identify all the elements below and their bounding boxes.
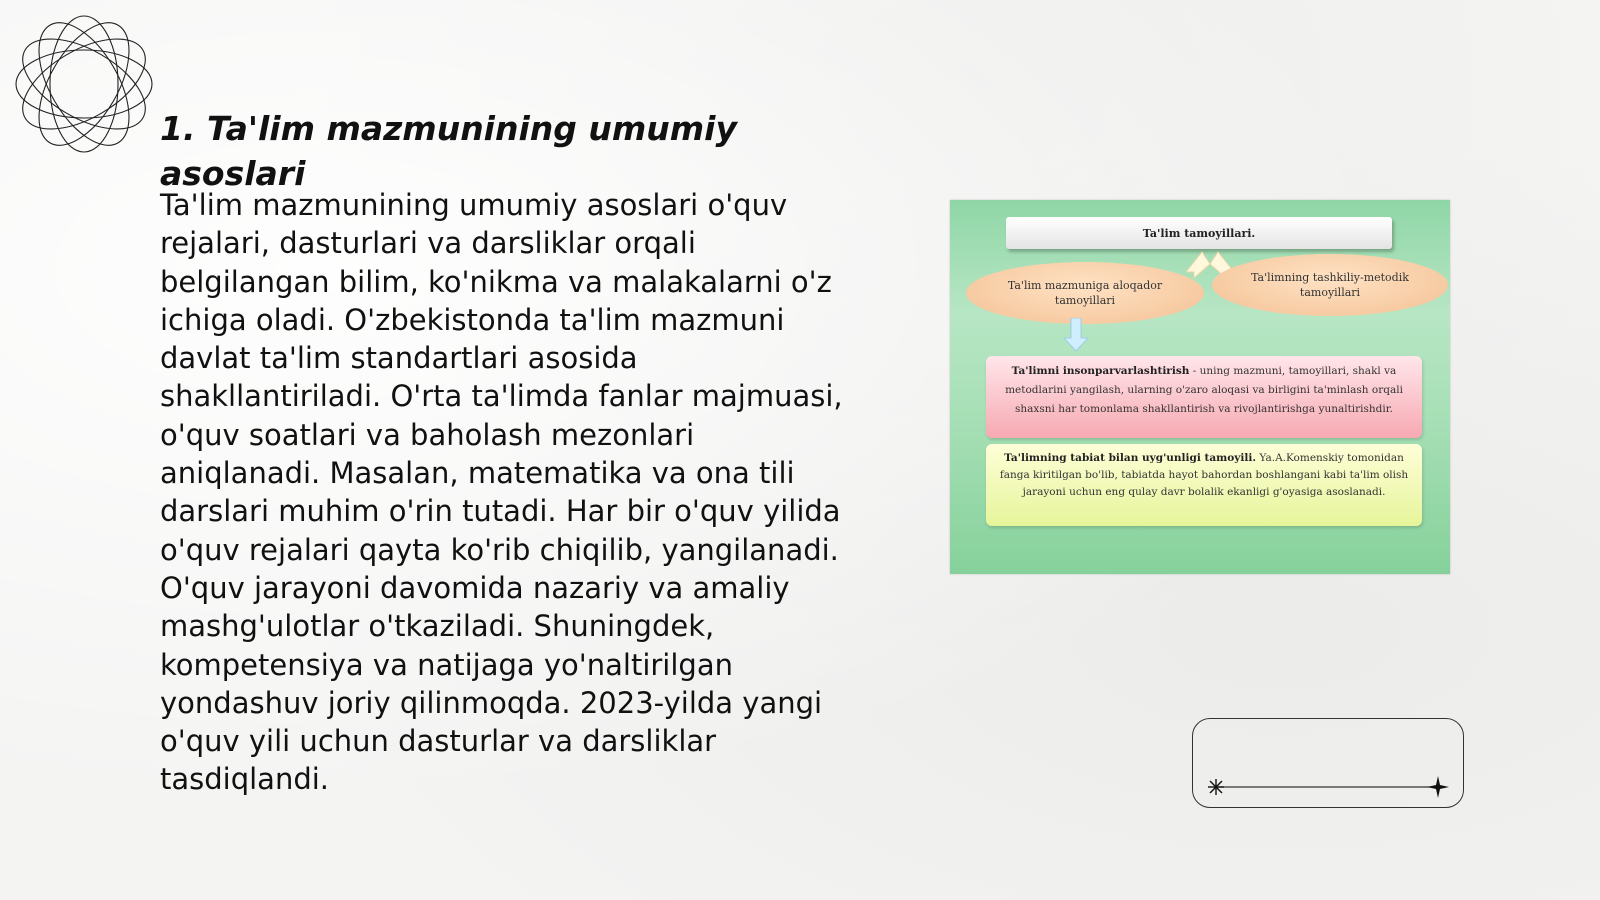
spirograph-ornament-icon [10,10,158,158]
decorative-slider-line [1200,775,1462,799]
sparkle-icon [1208,779,1224,795]
down-arrow-icon [1062,318,1090,352]
organizational-principles-oval: Ta'limning tashkiliy-metodik tamoyillari [1212,254,1448,316]
humanization-principle-text: - uning mazmuni, tamoyillari, shakl va metodlarini yangilash, ularning o'zaro aloqasi va birligini ta'minlash orqali shaxsni har tomonlama shakllantirish va rivojlantirishga yunaltirishdir. [1005,365,1403,415]
slide-title: 1. Ta'lim mazmunining umumiy asoslari [160,109,737,193]
slide-body-text: Ta'lim mazmunining umumiy asoslari o'quv rejalari, dasturlari va darsliklar orqali belgilangan bilim, ko'nikma va malakalarni o'z ichiga oladi. O'zbekistonda ta'lim mazmuni davlat ta'lim standartlari asosida shakllantiriladi. O'rta ta'limda fanlar majmuasi, o'quv soatlari va baholash mezonlari aniqlanadi. Masalan, matematika va ona tili darslari muhim o'rin tutadi. Har bir o'quv yilida o'quv rejalari qayta ko'rib chiqilib, yangilanadi. O'quv jarayoni davomida nazariy va amaliy mashg'ulotlar o'tkaziladi. Shuningdek, kompetensiya va natijaga yo'naltirilgan yondashuv joriy qilinmoqda. 2023-yilda yangi o'quv yili uchun dasturlar va darsliklar tasdiqlandi. [160,188,843,797]
principles-diagram-image [950,200,1450,574]
content-principles-oval: Ta'lim mazmuniga aloqador tamoyillari [966,262,1204,324]
cross-star-icon [1427,776,1449,798]
humanization-principle-box [986,356,1422,438]
humanization-principle-title: Ta'limni insonparvarlashtirish [1011,365,1190,377]
nature-conformity-principle-box [986,444,1422,526]
diagram-header: Ta'lim tamoyillari. [1006,217,1392,249]
nature-conformity-principle-text: Ya.A.Komenskiy tomonidan fanga kiritilgan bo'lib, tabiatda hayot bahordan boshlangani kabi ta'lim olish jarayoni uchun eng qulay davr bolalik ekanligi g'oyasiga asoslanadi. [999,452,1409,498]
nature-conformity-principle-title: Ta'limning tabiat bilan uyg'unligi tamoyili. [1004,452,1257,464]
